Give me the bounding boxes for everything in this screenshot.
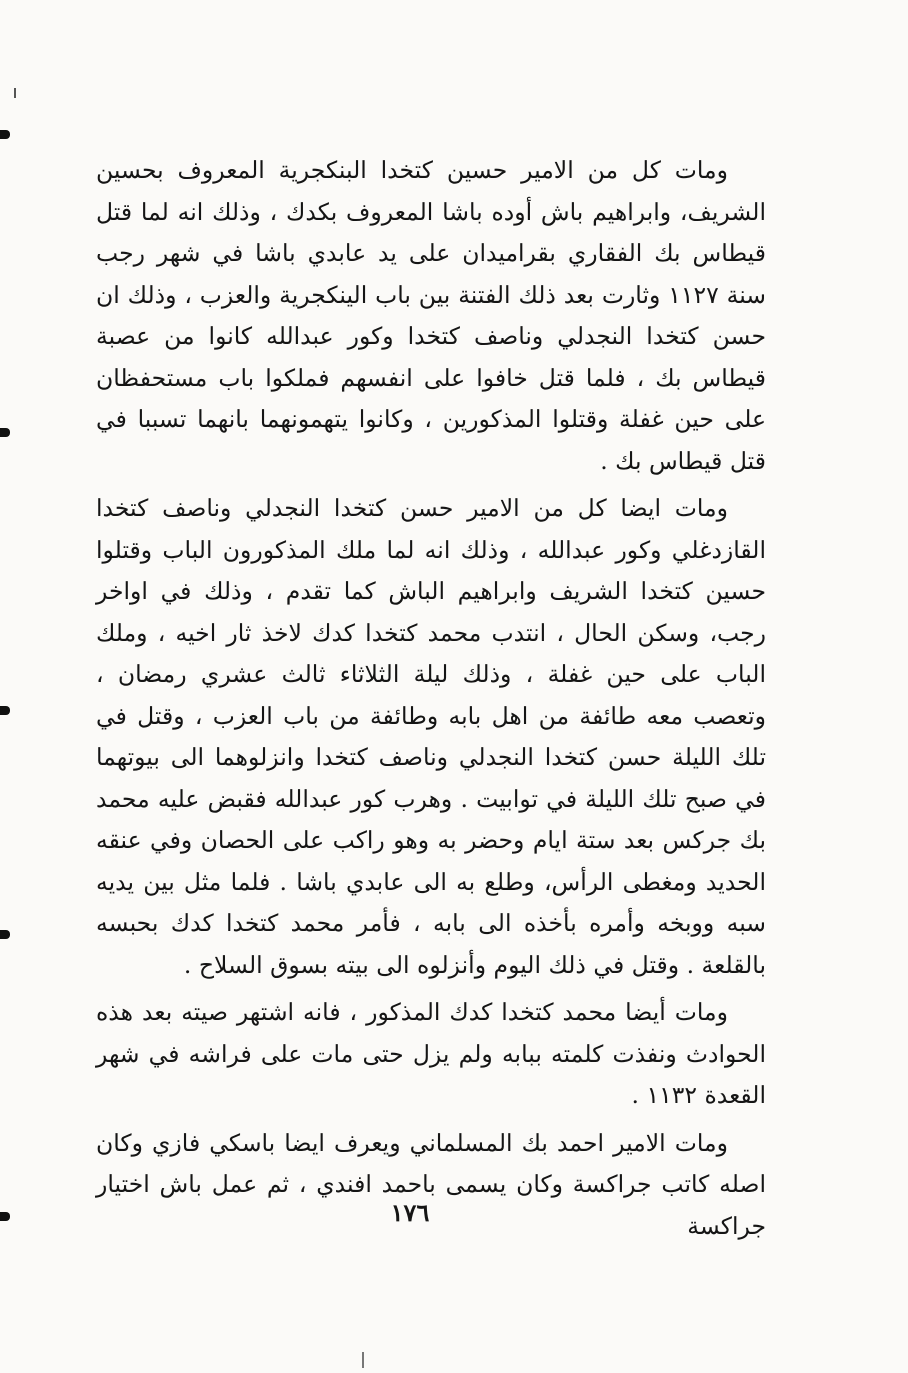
binding-hole-mark	[0, 706, 10, 715]
paragraph: ومات أيضا محمد كتخدا كدك المذكور ، فانه اشتهر صيته بعد هذه الحوادث ونفذت كلمته ببابه ولم يزل حتى مات على فراشه في شهر القعدة ١١٣٢ .	[96, 998, 766, 1109]
binding-hole-mark	[0, 428, 10, 437]
binding-hole-mark	[0, 1212, 10, 1221]
binding-hole-mark	[0, 130, 10, 139]
page-number: ١٧٦	[390, 1198, 430, 1227]
paragraph: ومات كل من الامير حسين كتخدا البنكجرية المعروف بحسين الشريف، وابراهيم باش أوده باشا المعروف بكدك ، وذلك انه لما قتل قيطاس بك الفقاري بقراميدان على يد عابدي باشا في شهر رجب سنة ١١٢٧ وثارت بعد ذلك الفتنة بين باب الينكجرية والعزب ، وذلك ان حسن كتخدا النجدلي وناصف كتخدا وكور عبدالله كانوا من عصبة قيطاس بك ، فلما قتل خافوا على انفسهم فملكوا باب مستحفظان على حين غفلة وقتلوا المذكورين ، وكانوا يتهمونهما بانهما تسببا في قتل قيطاس بك .	[96, 156, 766, 475]
scan-artifact	[362, 1352, 364, 1368]
paragraph: ومات ايضا كل من الامير حسن كتخدا النجدلي وناصف كتخدا القازدغلي وكور عبدالله ، وذلك انه لما ملك المذكورون الباب وقتلوا حسين كتخدا الشريف وابراهيم الباش كما تقدم ، وذلك في اواخر رجب، وسكن الحال ، انتدب محمد كتخدا كدك لاخذ ثار اخيه ، وملك الباب على حين غفلة ، وذلك ليلة الثلاثاء ثالث عشري رمضان ، وتعصب معه طائفة من اهل بابه وطائفة من باب العزب ، وقتل في تلك الليلة حسن كتخدا النجدلي وناصف كتخدا وانزلوهما الى بيوتهما في صبح تلك الليلة في توابيت . وهرب كور عبدالله فقبض عليه محمد بك جركس بعد ستة ايام وحضر به وهو راكب على الحصان وفي عنقه الحديد ومغطى الرأس، وطلع به الى عابدي باشا . فلما مثل بين يديه سبه ووبخه وأمره بأخذه الى بابه ، فأمر محمد كتخدا كدك بحبسه بالقلعة . وقتل في ذلك اليوم وأنزلوه الى بيته بسوق السلاح .	[96, 494, 766, 979]
binding-hole-mark	[0, 930, 10, 939]
body-text	[96, 150, 766, 1247]
scan-artifact	[14, 88, 16, 98]
paragraph: ومات الامير احمد بك المسلماني ويعرف ايضا باسكي فازي وكان اصله كاتب جراكسة وكان يسمى باحمد افندي ، ثم عمل باش اختيار جراكسة	[96, 1128, 766, 1240]
